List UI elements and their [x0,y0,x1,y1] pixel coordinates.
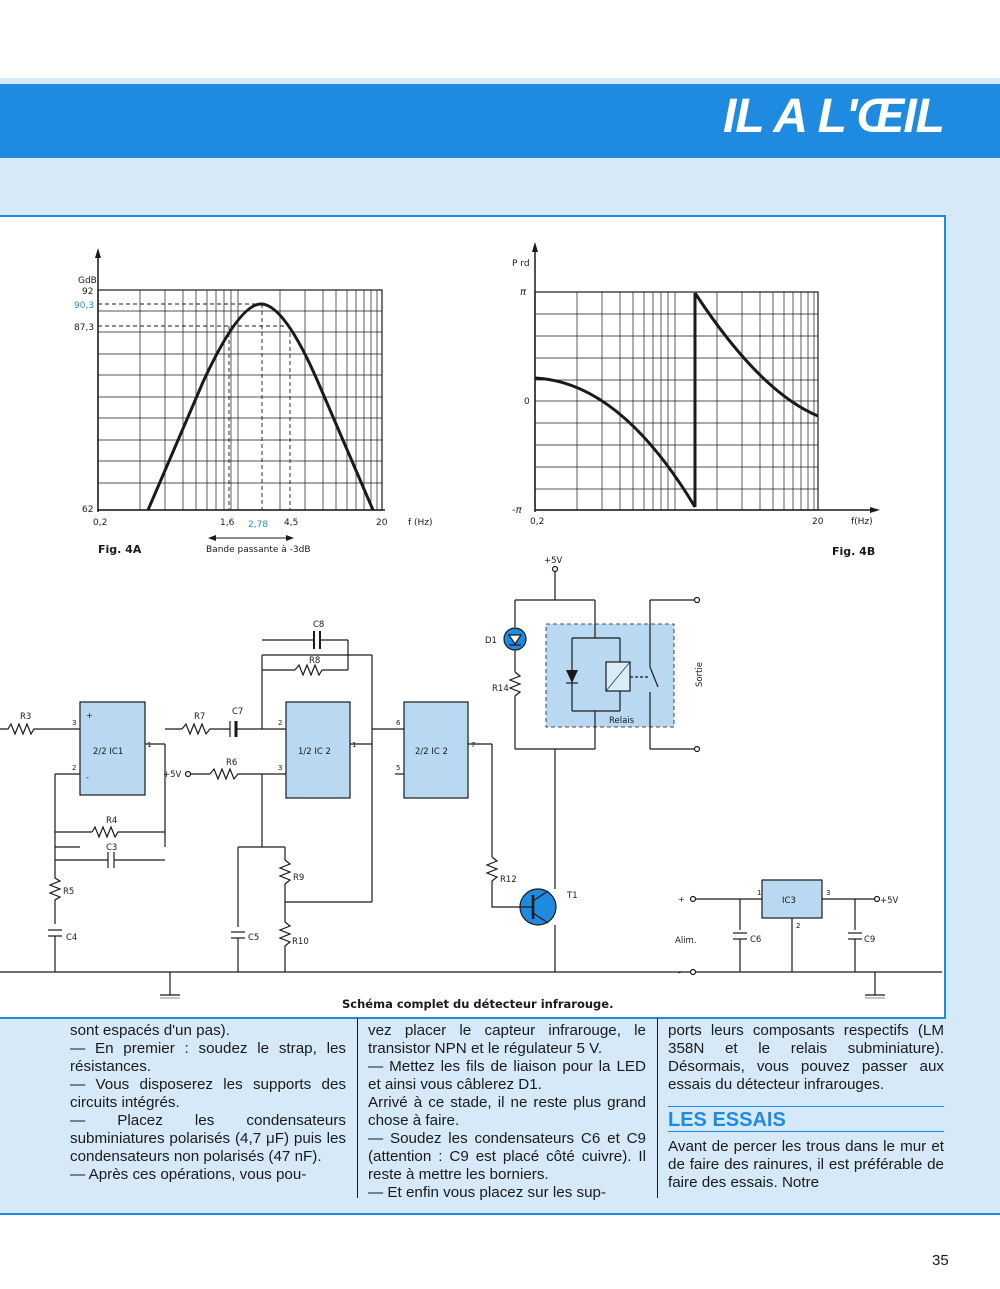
fig4a-caption: Fig. 4A [98,543,142,556]
article-column-2 [368,1022,646,1202]
svg-text:-: - [678,968,681,977]
fig4a-ytick-87-3: 87,3 [74,323,95,333]
paragraph: vez placer le capteur infrarouge, le transistor NPN et le régulateur 5 V. [368,1022,646,1057]
fig4b-caption: Fig. 4B [832,545,876,558]
fig4a-y-axis-label: GdB [78,276,97,286]
svg-text:1: 1 [147,741,152,749]
label-c8: C8 [313,620,325,630]
fig4b-ytick-0: 0 [524,397,530,407]
fig4b-ytick-pi: π [520,287,527,298]
page-title: IL A L'ŒIL [723,90,944,143]
page-number: 35 [932,1252,949,1269]
label-sortie: Sortie [695,661,705,687]
label-ic2a: 1/2 IC 2 [298,747,331,757]
label-d1: D1 [485,636,497,646]
label-r12: R12 [500,875,517,885]
label-ic1: 2/2 IC1 [93,747,124,757]
label-c9: C9 [864,935,876,945]
label-5v-top: +5V [544,556,563,566]
svg-text:2: 2 [796,922,801,930]
svg-text:3: 3 [72,719,77,727]
fig4b-chart [532,242,880,513]
paragraph: sont espacés d'un pas). [70,1022,230,1039]
label-c6: C6 [750,935,762,945]
paragraph: — Placez les condensateurs subminiatures polarisés (4,7 μF) puis les condensateurs non polarisés (47 nF). [70,1112,346,1165]
fig4a-xtick-2-78: 2,78 [248,520,269,530]
svg-text:-: - [86,773,89,782]
fig4a-xtick-20: 20 [376,518,388,528]
fig4a-xtick-1-6: 1,6 [220,518,235,528]
label-ic2b: 2/2 IC 2 [415,747,448,757]
label-r10: R10 [292,937,309,947]
fig4b-y-axis-label: P rd [512,259,530,269]
label-ic3: IC3 [782,896,796,906]
label-r3: R3 [20,712,32,722]
label-c7: C7 [232,707,244,717]
article-column-3 [668,1022,944,1192]
svg-text:1: 1 [757,889,762,897]
svg-text:3: 3 [826,889,831,897]
fig4b-xtick-20: 20 [812,517,824,527]
article-column-1 [70,1022,346,1184]
fig4b-x-axis-label: f(Hz) [851,517,873,527]
label-r5: R5 [63,887,75,897]
svg-text:6: 6 [396,719,401,727]
label-t1: T1 [567,891,578,901]
paragraph: ports leurs composants respectifs (LM 358N et le relais subminiature). Désormais, vous pouvez passer aux essais du détecteur infrarouges. [668,1022,944,1093]
label-r4: R4 [106,816,118,826]
paragraph: — En premier : soudez le strap, les résistances. [70,1040,346,1075]
label-r8: R8 [309,656,321,666]
label-c3: C3 [106,843,118,853]
section-heading: LES ESSAIS [668,1106,944,1132]
label-c5: C5 [248,933,260,943]
fig4a-ytick-90-3: 90,3 [74,301,95,311]
svg-text:1: 1 [352,741,357,749]
schematic-caption: Schéma complet du détecteur infrarouge. [342,997,614,1011]
footer-rule [0,1213,1000,1215]
svg-text:+: + [678,895,685,904]
label-r14: R14 [492,684,509,694]
figures-svg [0,217,944,1017]
column-divider [657,1018,658,1198]
svg-text:2: 2 [278,719,283,727]
fig4a-xtick-0-2: 0,2 [93,518,108,528]
paragraph: Avant de percer les trous dans le mur et de faire des rainures, il est préférable de faire des essais. Notre [668,1138,944,1191]
paragraph: — Après ces opérations, vous pou- [70,1166,307,1183]
fig4b-ytick-minus-pi: -π [512,505,522,516]
label-r9: R9 [293,873,305,883]
paragraph: — Mettez les fils de liaison pour la LED et ainsi vous câblerez D1. [368,1058,646,1093]
fig4b-xtick-0-2: 0,2 [530,517,545,527]
column-divider [357,1018,358,1198]
fig4a-chart [95,248,385,541]
label-r7: R7 [194,712,206,722]
label-5v-r6: +5V [163,770,182,780]
fig4a-xtick-4-5: 4,5 [284,518,299,528]
label-5v-reg: +5V [880,896,899,906]
schematic-diagram [0,567,942,999]
fig4a-x-axis-label: f (Hz) [408,518,433,528]
paragraph: — Et enfin vous placez sur les sup- [368,1184,607,1201]
fig4a-band-label: Bande passante à -3dB [206,545,311,555]
label-r6: R6 [226,758,238,768]
figure-area [0,215,946,1019]
label-alim: Alim. [675,936,697,946]
paragraph: — Soudez les condensateurs C6 et C9 (attention : C9 est placé côté cuivre). Il reste à mettre les borniers. [368,1130,646,1183]
svg-text:5: 5 [396,764,401,772]
label-c4: C4 [66,933,78,943]
svg-text:+: + [86,711,93,720]
paragraph: — Vous disposerez les supports des circuits intégrés. [70,1076,346,1111]
fig4a-ytick-62: 62 [82,505,94,515]
svg-text:3: 3 [278,764,283,772]
paragraph: Arrivé à ce stade, il ne reste plus grand chose à faire. [368,1094,646,1129]
svg-text:7: 7 [471,741,476,749]
svg-text:2: 2 [72,764,77,772]
fig4a-ytick-92: 92 [82,287,94,297]
label-relais: Relais [609,716,635,726]
